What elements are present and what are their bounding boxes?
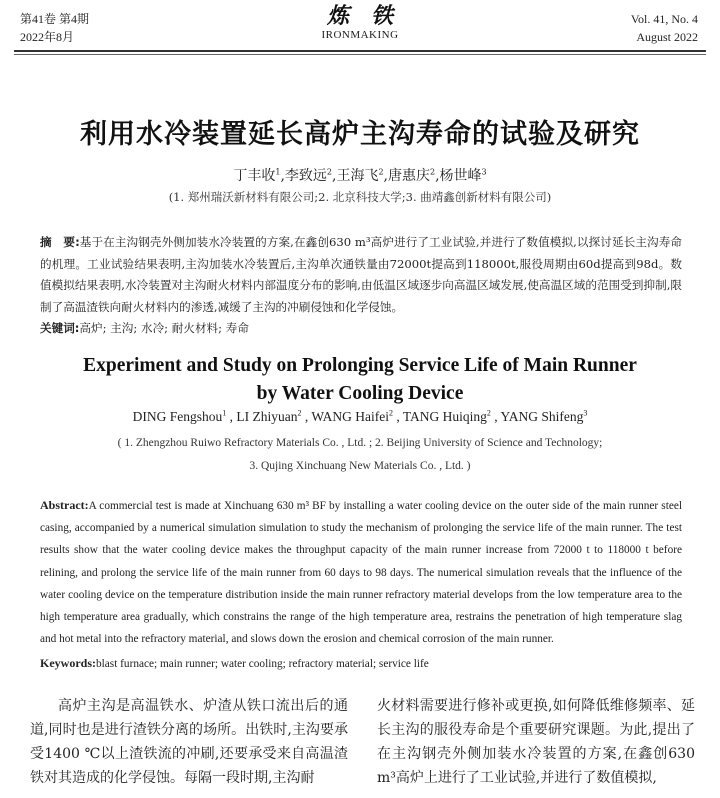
author-list-en: DING Fengshou$^1$ , LI Zhiyuan$^2$ , WANG Haifei$^2$ , TANG Huiqing$^2$ , YANG Shifeng$^3$ xyxy=(132,408,588,424)
author-cn: 杨世峰 xyxy=(439,168,482,184)
author-cn: 李致远 xyxy=(284,168,327,184)
affiliation-marker: 2 xyxy=(378,167,384,177)
abstract-cn-text: 基于在主沟钢壳外侧加装水冷装置的方案,在鑫创630 m³高炉进行了工业试验,并进行了数值模拟,以探讨延长主沟寿命的机理。工业试验结果表明,主沟加装水冷装置后,主沟单次通铁量由72000t提高到118000t,服役周期由60d提高到98d。数值模拟结果表明,水冷装置对主沟耐火材料内部温度分布的影响,由低温区域逐步向高温区域发展,使高温区域的范围受到抑制,限制了高温渣铁向耐火材料内的渗透,减缓了主沟的冲刷侵蚀和化学侵蚀。 xyxy=(40,235,682,314)
journal-logo-en: IRONMAKING xyxy=(321,29,399,41)
body-paragraph: 高炉主沟是高温铁水、炉渣从铁口流出后的通道,同时也是进行渣铁分离的场所。出铁时,主沟要承受1400 ℃以上渣铁流的冲刷,还要承受来自高温渣铁对其造成的化学侵蚀。每隔一段时期,主沟耐 xyxy=(30,698,348,786)
affiliation-marker: 1 xyxy=(222,408,227,418)
body-column-left xyxy=(30,694,348,790)
header-rule-thick xyxy=(14,50,706,52)
affiliation-marker: 2 xyxy=(486,408,491,418)
journal-logo-cn: 炼铁 xyxy=(326,3,415,29)
affiliation-marker: 3 xyxy=(583,408,588,418)
affiliation-marker: 3 xyxy=(481,167,487,177)
volume-issue-cn-line1: 第41卷 第4期 xyxy=(20,12,90,26)
body-paragraph: 火材料需要进行修补或更换,如何降低维修频率、延长主沟的服役寿命是个重要研究课题。为此,提出了在主沟钢壳外侧加装水冷装置的方案,在鑫创630 m³高炉上进行了工业试验,并进行了数值模拟, xyxy=(377,698,695,786)
affiliation-marker: 2 xyxy=(430,167,436,177)
volume-issue-en xyxy=(631,10,698,46)
author-cn: 王海飞 xyxy=(336,168,379,184)
keywords-en: blast furnace; main runner; water cooling; refractory material; service life xyxy=(96,658,429,670)
affiliations-en-line2: 3. Qujing Xinchuang New Materials Co. , Ltd. ) xyxy=(249,460,471,472)
keywords-cn: 高炉; 主沟; 水冷; 耐火材料; 寿命 xyxy=(79,321,249,335)
author-cn: 丁丰收 xyxy=(233,168,276,184)
author-cn: 唐惠庆 xyxy=(388,168,430,184)
keywords-en-label: Keywords: xyxy=(40,656,96,670)
publication-date-en: August 2022 xyxy=(636,30,698,44)
paper-title-en xyxy=(0,352,720,408)
author-en: TANG Huiqing xyxy=(402,409,487,424)
keywords-en-block xyxy=(40,656,682,671)
author-en: WANG Haifei xyxy=(311,409,389,424)
affiliations-en xyxy=(0,432,720,478)
affiliation-marker: 1 xyxy=(275,167,281,177)
affiliations-cn: (1. 郑州瑞沃新材料有限公司;2. 北京科技大学;3. 曲靖鑫创新材料有限公司) xyxy=(168,190,552,204)
affiliation-marker: 2 xyxy=(388,408,393,418)
abstract-cn-label: 摘 要: xyxy=(40,235,80,249)
abstract-en xyxy=(40,494,682,650)
volume-issue-en-line1: Vol. 41, No. 4 xyxy=(630,12,698,26)
abstract-en-label: Abstract: xyxy=(40,498,89,512)
author-list-cn: 丁丰收$^1$,李致远$^2$,王海飞$^2$,唐惠庆$^2$,杨世峰$^3$ xyxy=(233,167,487,184)
header-rule-thin xyxy=(14,54,706,55)
author-en: LI Zhiyuan xyxy=(236,409,298,424)
journal-logo xyxy=(0,4,720,42)
publication-date-cn: 2022年8月 xyxy=(20,30,75,44)
paper-title-cn: 利用水冷装置延长高炉主沟寿命的试验及研究 xyxy=(80,119,640,150)
author-en: DING Fengshou xyxy=(132,409,223,424)
abstract-en-text: A commercial test is made at Xinchuang 630 m³ BF by installing a water cooling device on the outer side of the main runner steel casing, accompanied by a numerical simulation simulation to study the mechanism of prolonging the service life of the main runner. The test results show that the water cooling device makes the throughput capacity of the main runner increase from 72000 t to 118000 t before relining, and prolong the service life of the main runner from 60 days to 98 days. The numerical simulation reveals that the influence of the water cooling device on the temperature distribution inside the main runner refractory material develops from the low temperature area to the high temperature area gradually, which constrains the range of the high temperature area, restrains the penetration of high temperature slag and hot metal into the refractory material, and slows down the erosion and chemical corrosion of the main runner. xyxy=(40,500,682,646)
affiliation-marker: 2 xyxy=(326,167,332,177)
affiliation-marker: 2 xyxy=(297,408,302,418)
author-en: YANG Shifeng xyxy=(500,409,584,424)
paper-title-en-line1: Experiment and Study on Prolonging Service Life of Main Runner xyxy=(83,355,637,376)
affiliations-en-line1: ( 1. Zhengzhou Ruiwo Refractory Materials Co. , Ltd. ; 2. Beijing University of Science and Technology; xyxy=(117,437,603,449)
abstract-cn xyxy=(40,232,682,340)
body-column-right xyxy=(377,694,695,790)
keywords-cn-label: 关键词: xyxy=(40,321,80,335)
paper-title-en-line2: by Water Cooling Device xyxy=(256,383,464,404)
